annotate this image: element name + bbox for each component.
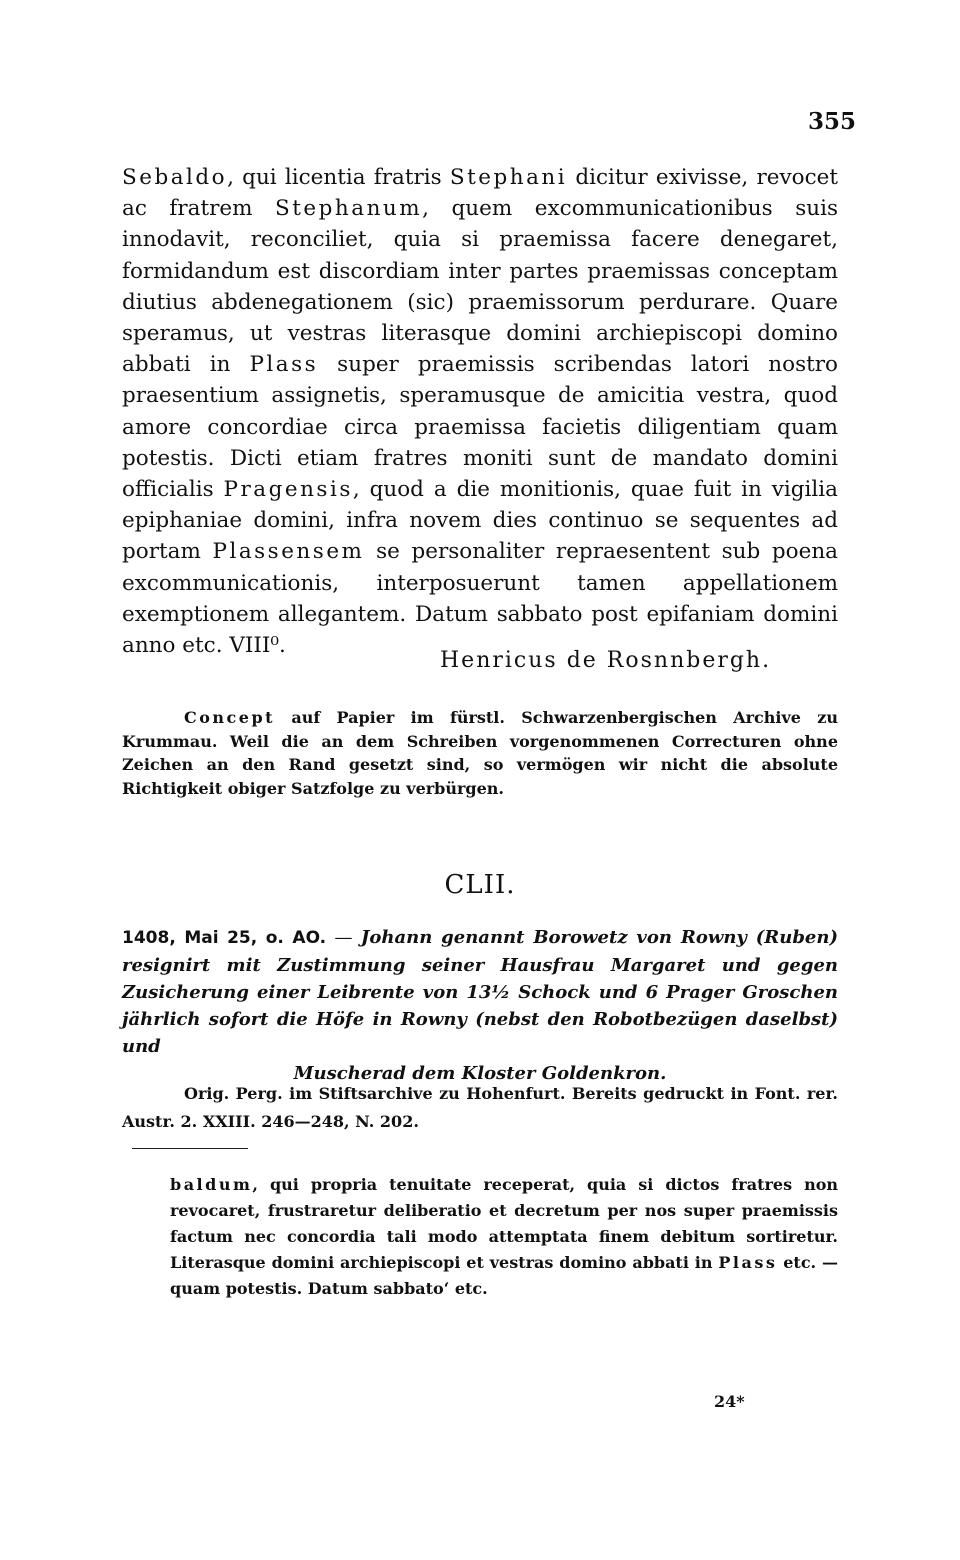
regest-dash: — [326, 927, 361, 948]
spaced-name: Stephani [449, 165, 568, 190]
letter-signature: Henricus de Rosnnbergh. [440, 648, 772, 673]
page-number: 355 [808, 108, 857, 135]
regest-date: 1408, Mai 25, o. AO. [122, 928, 327, 948]
regest-summary: Johann genannt Borowetz von Rowny (Ruben) resignirt mit Zustimmung seiner Hausfrau Margaret und gegen Zusicherung einer Leibrente von 13½ Schock und 6 Prager Groschen jährlich sofort die Höfe in Rowny (nebst den Robotbezügen daselbst) und [122, 927, 838, 1057]
document-heading: CLII. [444, 870, 516, 900]
spaced-word: Plass [718, 1253, 778, 1272]
letter-text: , quem excommunicationibus suis innodavit, reconciliet, quia si praemissa facere denegaret, formidandum est discordiam inter partes praemissas conceptam diutius abdenegationem (sic) praemissorum perdurare. Quare speramus, ut vestras literasque domini archiepiscopi domino abbati in [122, 196, 839, 378]
footnote-text: , qui propria tenuitate receperat, quia si dictos fratres non revocaret, frustraretur deliberatio et decretum per nos super praemissis factum nec concordia tali modo attemptata finem debitum sortiretur. Literasque domini archiepiscopi et vestras domino abbati in [170, 1175, 838, 1272]
regest [122, 924, 838, 1087]
signature-mark: 24* [714, 1392, 745, 1411]
editorial-note [122, 706, 838, 800]
footnote [170, 1172, 838, 1302]
regest-summary-last: Muscherad dem Kloster Goldenkron. [293, 1063, 667, 1084]
note-text: auf Papier im fürstl. Schwarzenbergischen Archive zu Krummau. Weil die an dem Schreiben vorgenommenen Correcturen ohne Zeichen an den Rand gesetzt sind, so vermögen wir nicht die absolute Richtigkeit obiger Satzfolge zu verbürgen. [122, 708, 838, 798]
letter-text: super praemissis scribendas latori nostro praesentium assignetis, speramusque de amicitia vestra, quod amore concordiae circa praemissa facietis diligentiam quam potestis. Dicti etiam fratres moniti sunt de mandato domini officialis [122, 352, 838, 503]
footnote-rule [132, 1148, 248, 1149]
letter-text: , qui licentia fratris [227, 165, 450, 190]
spaced-word: Concept [184, 708, 276, 727]
spaced-name: Plass [249, 352, 319, 378]
spaced-name: Pragensis [223, 477, 353, 503]
spaced-name: Stephanum [275, 196, 423, 222]
letter-text: , quod a die monitionis, quae fuit in vigilia epiphaniae domini, infra novem dies continuo se sequentes ad portam [122, 477, 838, 565]
letter-body [122, 162, 838, 661]
spaced-name: Plassensem [212, 539, 365, 565]
letter-text: se personaliter repraesentent sub poena excommunicationis, interposuerunt tamen appellationem exemptionem allegantem. Datum sabbato post epifaniam domini anno etc. VIII⁰. [122, 539, 838, 659]
source-note: Orig. Perg. im Stiftsarchive zu Hohenfurt. Bereits gedruckt in Font. rer. Austr. 2. XXIII. 246—248, N. 202. [122, 1084, 838, 1131]
spaced-word: baldum [170, 1175, 253, 1194]
spaced-name: Sebaldo [122, 165, 228, 190]
letter-text: dicitur exivisse, revocet ac fratrem [122, 165, 838, 222]
footnote-text: etc. — quam potestis. Datum sabbato‘ etc. [170, 1253, 839, 1298]
